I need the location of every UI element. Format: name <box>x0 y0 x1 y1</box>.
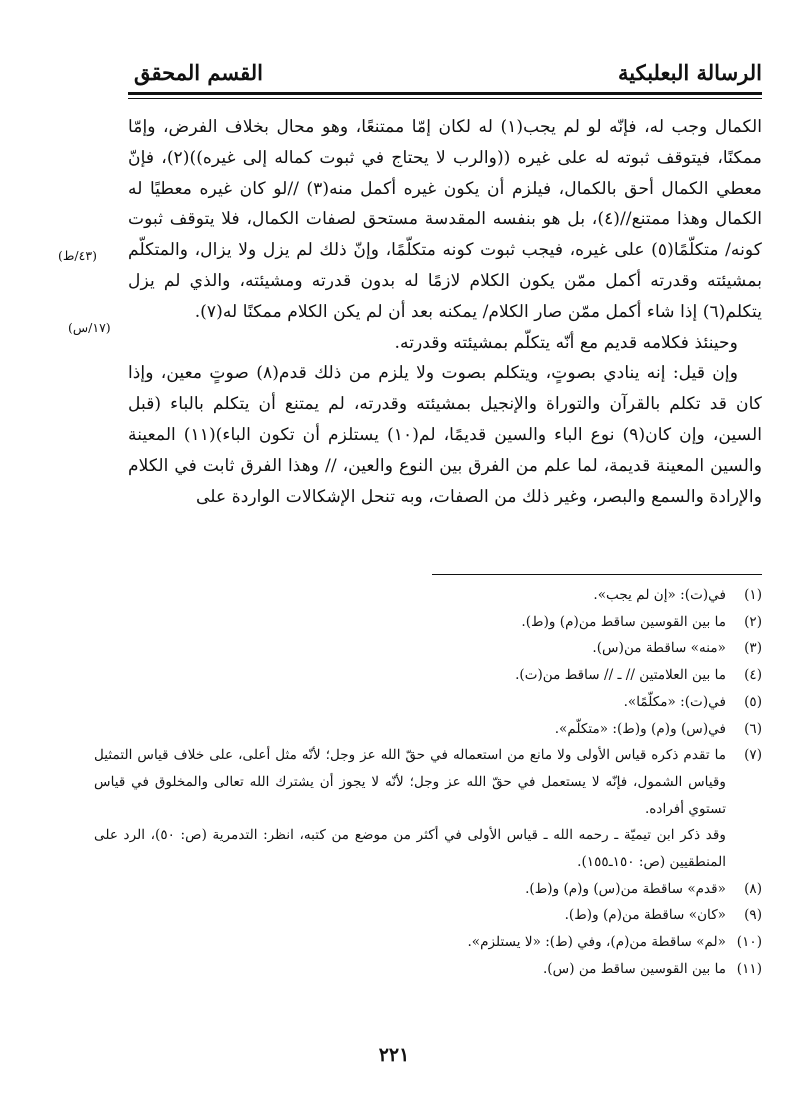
footnote-text: «كان» ساقطة من(م) و(ط). <box>564 907 726 924</box>
footnote-number: (٩) <box>744 907 762 924</box>
page-number: ٢٢١ <box>378 1044 410 1066</box>
header-rule-thick <box>128 92 762 95</box>
footnote-text: في(ت): «مكلّمًا». <box>623 693 726 710</box>
footnote-number: (٧) <box>744 747 762 764</box>
footnote <box>94 876 762 903</box>
header-rule-thin <box>128 98 762 99</box>
running-header <box>128 56 762 96</box>
footnote <box>94 662 762 689</box>
footnotes <box>94 582 762 983</box>
footnote-text: «لم» ساقطة من(م)، وفي (ط): «لا يستلزم». <box>467 934 726 951</box>
section-title: القسم المحقق <box>134 60 263 85</box>
footnote <box>94 609 762 636</box>
paragraph-1: الكمال وجب له، فإنّه لو لم يجب(١) له لكان إمّا ممتنعًا، وهو محال بخلاف الفرض، وإمّا ممكنًا، فيتوقف ثبوته له على غيره ((والرب لا يحتاج في ثبوت كماله إلى غيره))(٢)، فإنّ معطي الكمال أحق بالكمال، فيلزم أن يكون غيره أكمل منه(٣) //لو كان غيره معطيًا له الكمال وهذا ممتنع//(٤)، بل هو بنفسه المقدسة مستحق لصفات الكمال، فلا يتوقف ثبوت كونه/ متكلّمًا(٥) على غيره، فيجب ثبوت كونه متكلّمًا، وإنّ ذلك لم يزل ولا يزال، والمتكلّم بمشيئته وقدرته أكمل ممّن يكون الكلام لازمًا له بدون قدرته ومشيئته، والذي لم يزل يتكلم(٦) إذا شاء أكمل ممّن صار الكلام/ يمكنه بعد أن لم يكن الكلام ممكنًا له(٧). <box>128 117 763 322</box>
footnote-text: ما بين العلامتين // ـ // ساقط من(ت). <box>515 667 726 684</box>
footnote <box>94 929 762 956</box>
footnote-separator <box>432 574 762 575</box>
footnote-number: (٦) <box>744 720 762 737</box>
footnote <box>94 716 762 743</box>
footnote-number: (٢) <box>744 613 762 630</box>
footnote-text: «قدم» ساقطة من(س) و(م) و(ط). <box>525 880 726 897</box>
footnote <box>94 902 762 929</box>
paragraph-2: وحينئذ فكلامه قديم مع أنّه يتكلّم بمشيئته وقدرته. <box>394 332 738 353</box>
footnote-number: (٥) <box>744 693 762 710</box>
footnote <box>94 582 762 609</box>
footnote-text: «منه» ساقطة من(س). <box>592 640 726 657</box>
footnote-text: ما بين القوسين ساقط من (س). <box>542 960 726 977</box>
footnote-number: (١٠) <box>736 934 762 951</box>
footnote-text: في(س) و(م) و(ط): «متكلّم». <box>554 720 726 737</box>
footnote <box>94 956 762 983</box>
footnote-text: ما بين القوسين ساقط من(م) و(ط). <box>521 613 726 630</box>
footnote <box>94 689 762 716</box>
paragraph-3: وإن قيل: إنه ينادي بصوتٍ، ويتكلم بصوت ولا يلزم من ذلك قدم(٨) صوتٍ معين، وإذا كان قد تكلم بالقرآن والتوراة والإنجيل بمشيئته وقدرته، لم يمتنع أن يتكلم بالباء (قبل السين، وإن كان(٩) نوع الباء والسين قديمًا، لم(١٠) يستلزم أن تكون الباء)(١١) المعينة والسين المعينة قديمة، لما علم من الفرق بين النوع والعين، // وهذا الفرق ثابت في الكلام والإرادة والسمع والبصر، وغير ذلك من الصفات، وبه تنحل الإشكالات الواردة على <box>128 363 762 507</box>
footnote-7-continuation: وقد ذكر ابن تيميّة ـ رحمه الله ـ قياس الأولى في أكثر من موضع من كتبه، انظر: التدمرية (ص: ٥٠)، الرد على المنطقيين (ص: ١٥٠ـ١٥٥). <box>94 827 726 871</box>
footnote-text: ما تقدم ذكره قياس الأولى ولا مانع من استعماله في حقّ الله عز وجل؛ لأنّه مثل أعلى، على خلاف قياس التمثيل وقياس الشمول، فإنّه لا يستعمل في حقّ الله عز وجل؛ لأنّه لا يجوز أن يشترك الله تعالى والمخلوق في قياس تستوي أفراده. <box>94 747 726 817</box>
footnote-text: في(ت): «إن لم يجب». <box>593 587 726 603</box>
footnote-number: (٤) <box>744 667 762 684</box>
footnote <box>94 635 762 662</box>
footnote-number: (٨) <box>744 880 762 897</box>
footnote <box>94 742 762 822</box>
main-text <box>128 112 762 512</box>
margin-note-manuscript-sin: (١٧/س) <box>68 320 111 335</box>
book-title: الرسالة البعلبكية <box>618 60 762 85</box>
footnote-number: (١) <box>744 587 762 603</box>
footnote-number: (٣) <box>744 640 762 657</box>
margin-note-manuscript-ta: (٤٣/ط) <box>58 248 97 263</box>
footnote-number: (١١) <box>736 960 762 977</box>
